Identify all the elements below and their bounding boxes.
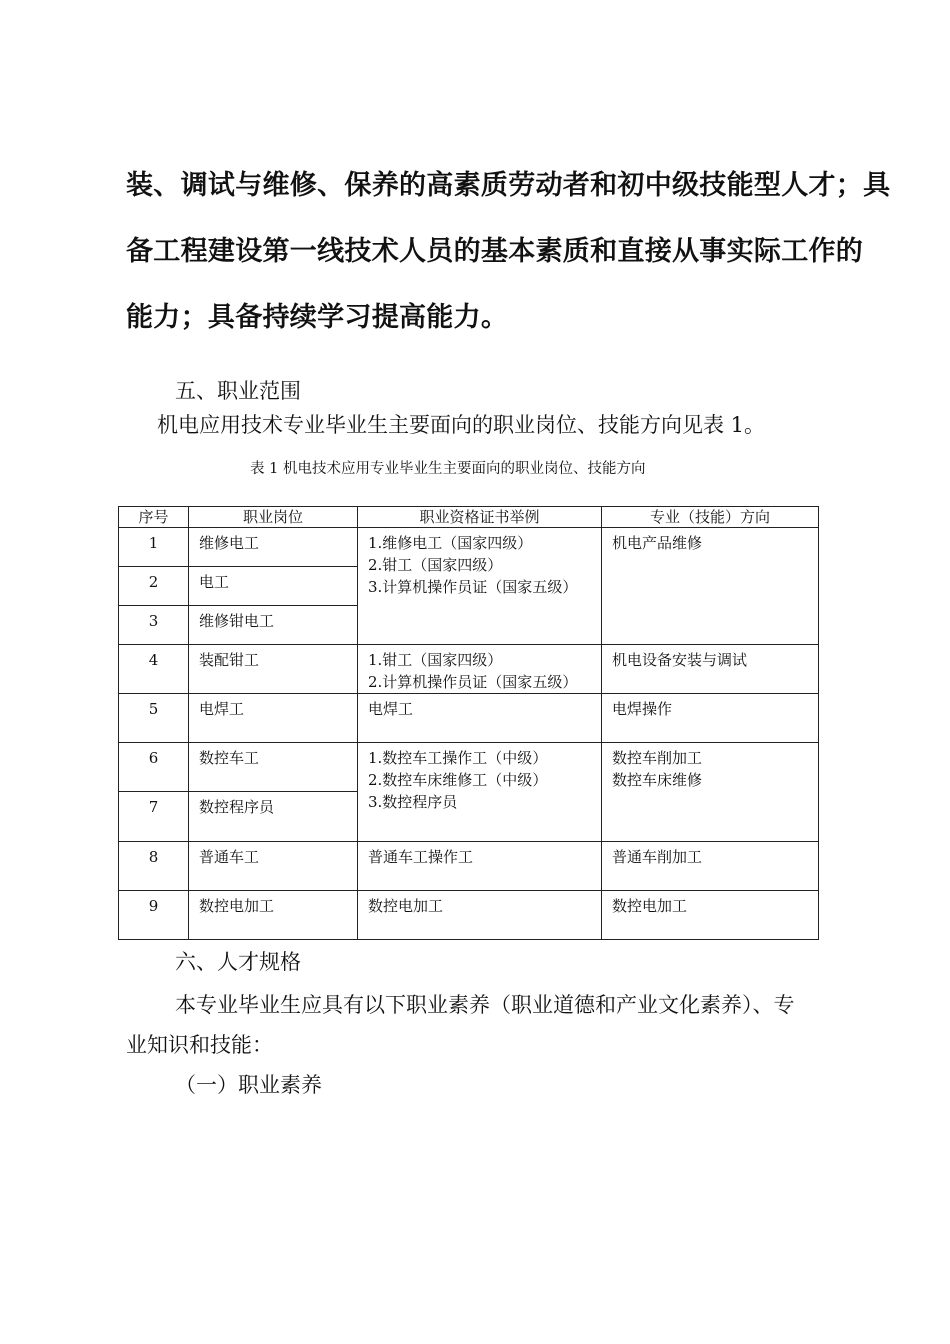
table-row xyxy=(119,528,819,567)
cert-line: 1.数控车工操作工（中级） xyxy=(368,749,548,767)
direction-line: 机电产品维修 xyxy=(612,534,703,552)
direction-line: 机电设备安装与调试 xyxy=(612,651,748,669)
cert-line: 3.计算机操作员证（国家五级） xyxy=(368,578,578,596)
cert-line: 数控电加工 xyxy=(368,897,444,915)
row-post: 维修电工 xyxy=(189,528,358,567)
row-post: 装配钳工 xyxy=(189,645,358,694)
paragraph-line-3: 能力；具备持续学习提高能力。 xyxy=(126,302,509,333)
header-direction: 专业（技能）方向 xyxy=(602,507,819,528)
row-number: 2 xyxy=(119,567,189,606)
paragraph-line-2: 备工程建设第一线技术人员的基本素质和直接从事实际工作的 xyxy=(126,236,864,267)
direction-line: 普通车削加工 xyxy=(612,848,703,866)
cert-cell xyxy=(358,743,602,842)
row-number: 5 xyxy=(119,694,189,743)
row-post: 维修钳电工 xyxy=(189,606,358,645)
direction-cell xyxy=(602,528,819,645)
section6-paragraph-line-2: 业知识和技能： xyxy=(126,1033,273,1057)
occupation-table xyxy=(118,506,819,940)
cert-cell xyxy=(358,842,602,891)
header-no: 序号 xyxy=(119,507,189,528)
row-post: 数控车工 xyxy=(189,743,358,792)
row-post: 普通车工 xyxy=(189,842,358,891)
cert-line: 3.数控程序员 xyxy=(368,793,458,811)
row-post: 数控程序员 xyxy=(189,792,358,842)
row-post: 电焊工 xyxy=(189,694,358,743)
cert-cell xyxy=(358,694,602,743)
table-row xyxy=(119,891,819,940)
table-row xyxy=(119,694,819,743)
row-number: 6 xyxy=(119,743,189,792)
header-post: 职业岗位 xyxy=(189,507,358,528)
cert-cell xyxy=(358,891,602,940)
table-header-row xyxy=(119,507,819,528)
direction-cell xyxy=(602,743,819,842)
row-post: 数控电加工 xyxy=(189,891,358,940)
cert-cell xyxy=(358,528,602,645)
table-row xyxy=(119,842,819,891)
section-intro: 机电应用技术专业毕业生主要面向的职业岗位、技能方向见表 1。 xyxy=(157,413,766,437)
direction-line: 数控车削加工 xyxy=(612,749,703,767)
section-heading-5: 五、职业范围 xyxy=(175,379,301,403)
cert-line: 2.计算机操作员证（国家五级） xyxy=(368,673,578,691)
cert-line: 1.维修电工（国家四级） xyxy=(368,534,533,552)
sub-heading: （一）职业素养 xyxy=(175,1073,322,1097)
row-number: 9 xyxy=(119,891,189,940)
row-number: 8 xyxy=(119,842,189,891)
direction-line: 数控车床维修 xyxy=(612,771,703,789)
table-row xyxy=(119,743,819,792)
cert-line: 2.数控车床维修工（中级） xyxy=(368,771,548,789)
direction-line: 电焊操作 xyxy=(612,700,673,718)
direction-line: 数控电加工 xyxy=(612,897,688,915)
section-heading-6: 六、人才规格 xyxy=(175,950,301,974)
paragraph-line-1: 装、调试与维修、保养的高素质劳动者和初中级技能型人才；具 xyxy=(126,170,891,201)
row-number: 3 xyxy=(119,606,189,645)
direction-cell xyxy=(602,891,819,940)
direction-cell xyxy=(602,645,819,694)
cert-cell xyxy=(358,645,602,694)
row-number: 4 xyxy=(119,645,189,694)
table-caption: 表 1 机电技术应用专业毕业生主要面向的职业岗位、技能方向 xyxy=(250,461,646,477)
header-cert: 职业资格证书举例 xyxy=(358,507,602,528)
cert-line: 2.钳工（国家四级） xyxy=(368,556,503,574)
cert-line: 电焊工 xyxy=(368,700,414,718)
direction-cell xyxy=(602,694,819,743)
row-post: 电工 xyxy=(189,567,358,606)
table-row xyxy=(119,645,819,694)
cert-line: 1.钳工（国家四级） xyxy=(368,651,503,669)
section6-paragraph-line-1: 本专业毕业生应具有以下职业素养（职业道德和产业文化素养）、专 xyxy=(175,993,795,1017)
cert-line: 普通车工操作工 xyxy=(368,848,474,866)
row-number: 1 xyxy=(119,528,189,567)
row-number: 7 xyxy=(119,792,189,842)
direction-cell xyxy=(602,842,819,891)
